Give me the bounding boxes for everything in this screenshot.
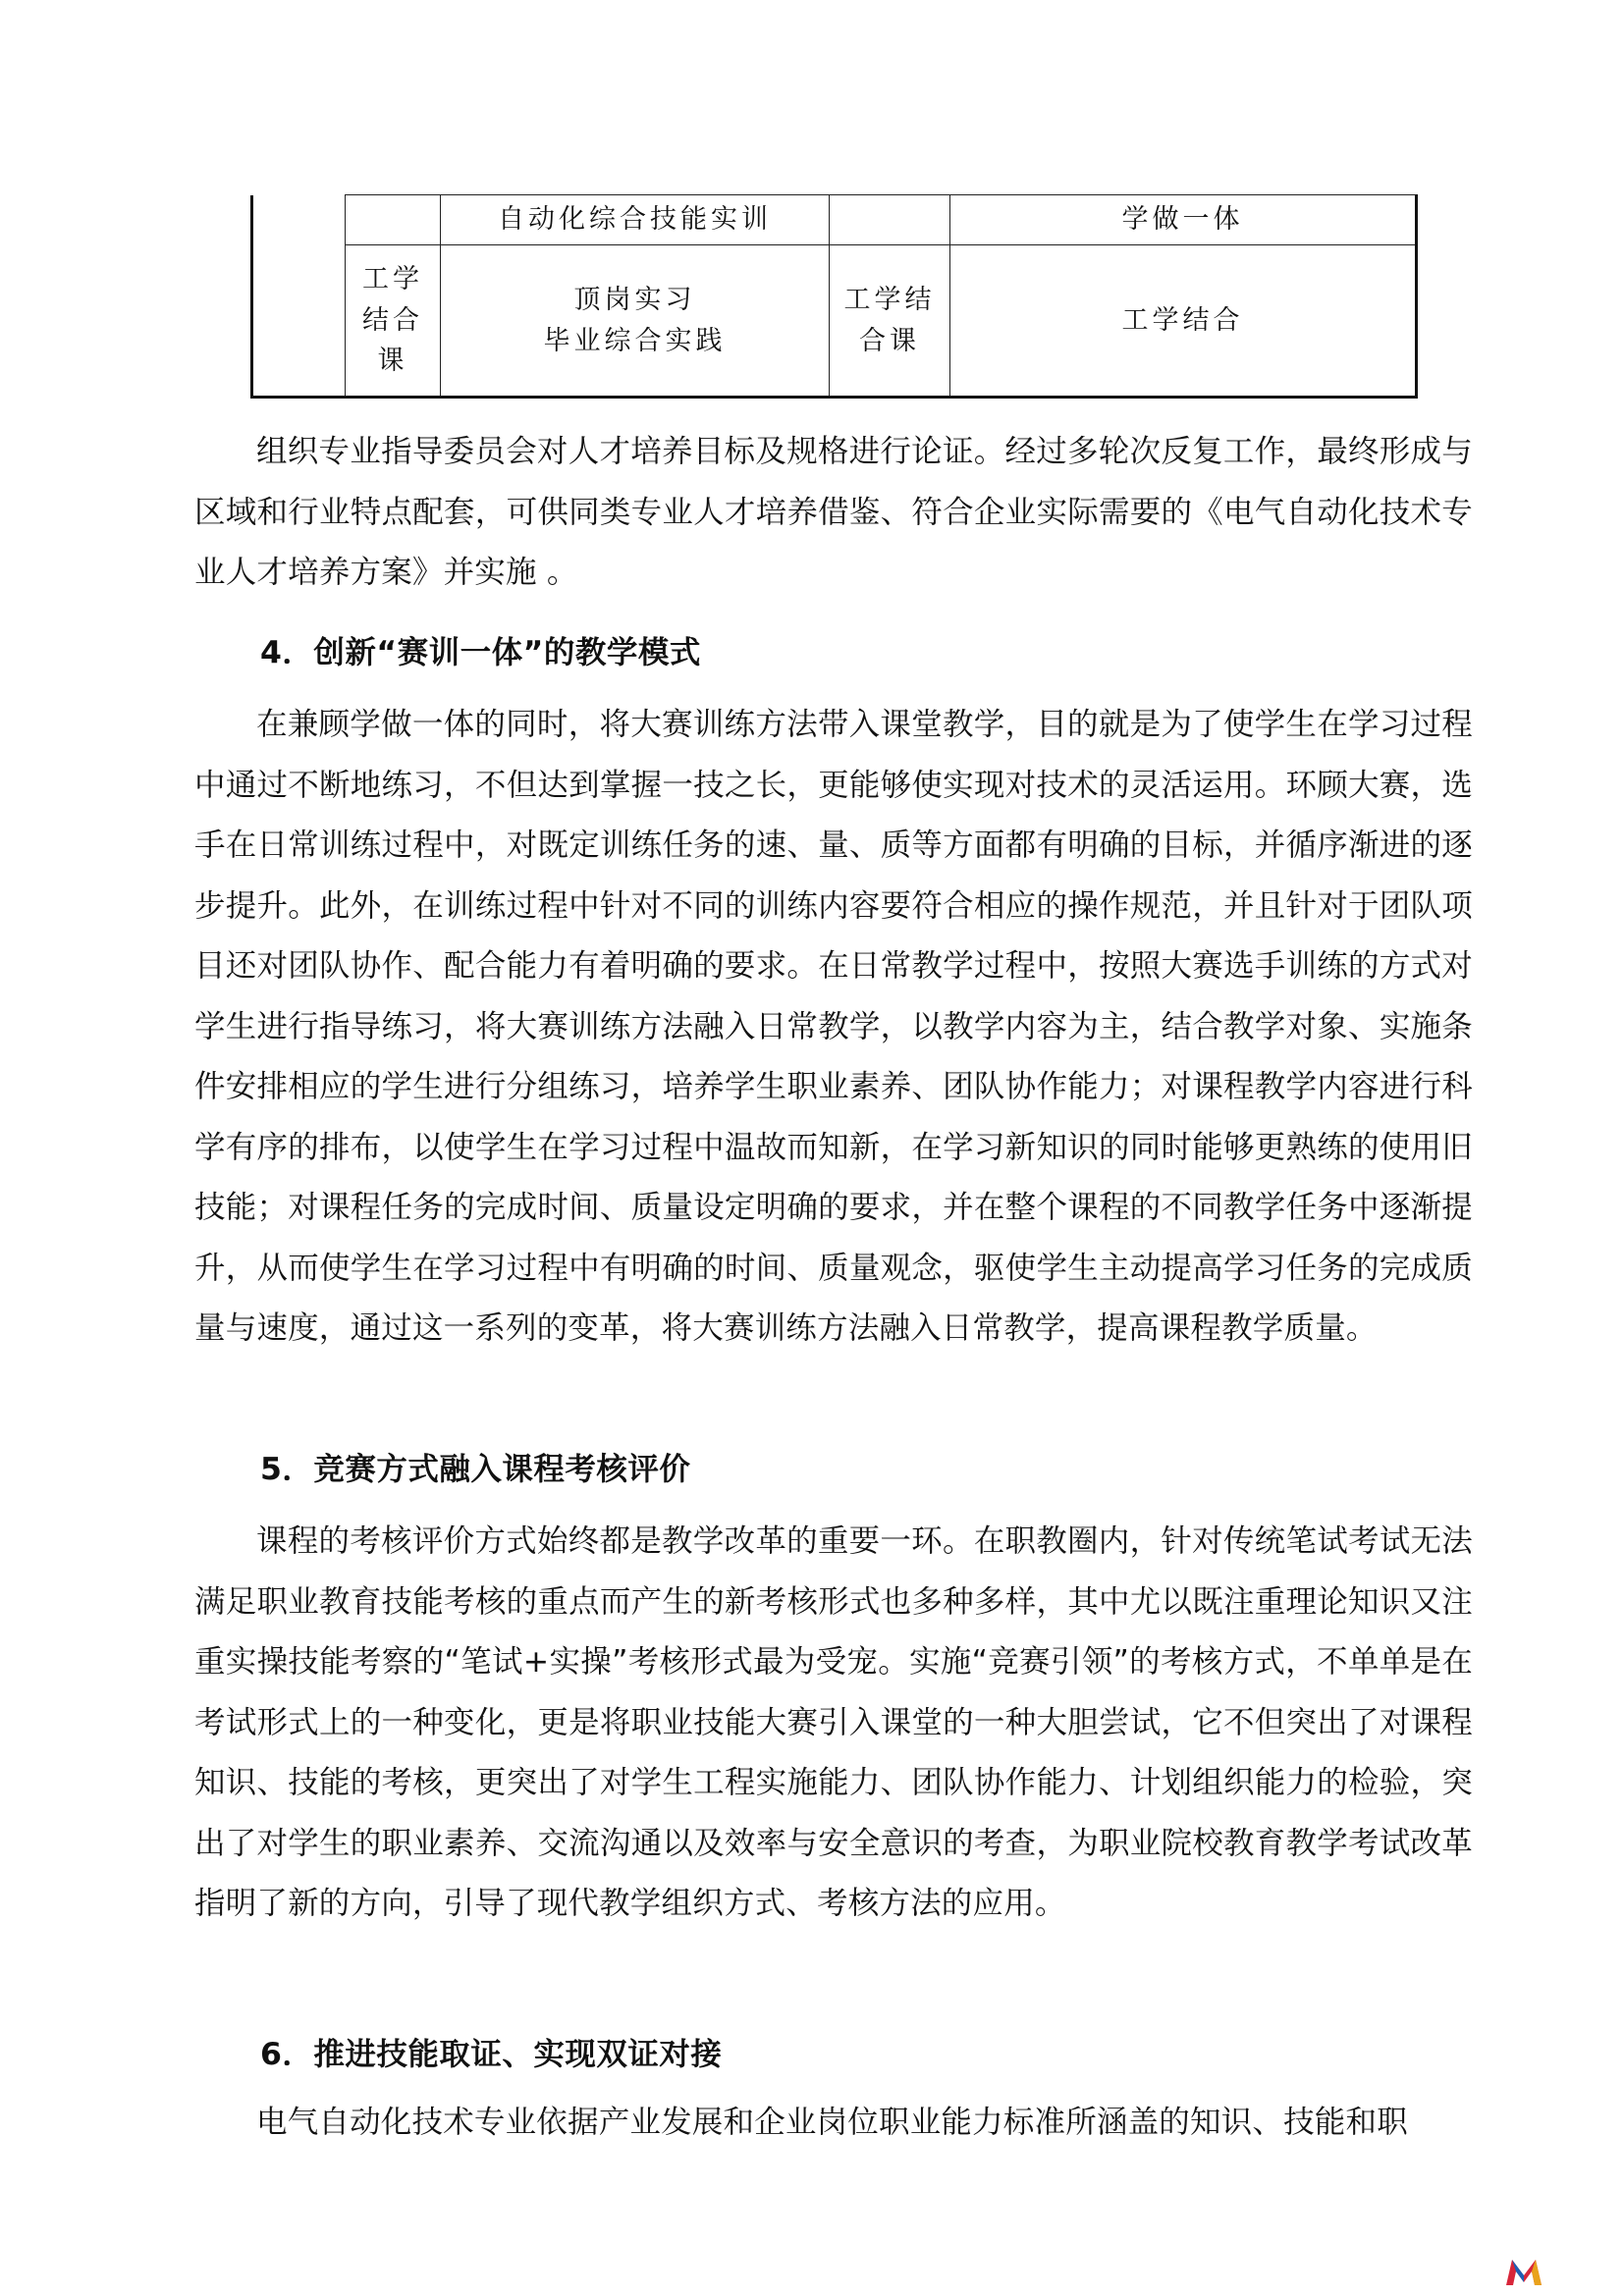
curriculum-table	[250, 194, 1418, 399]
table-cell-course: 顶岗实习 毕业综合实践	[441, 245, 830, 398]
publisher-logo-icon	[1504, 2256, 1543, 2287]
paragraph: 课程的考核评价方式始终都是教学改革的重要一环。在职教圈内，针对传统笔试考试无法满足职业教育技能考核的重点而产生的新考核形式也多种多样，其中尤以既注重理论知识又注重实操技能考察的“笔试+实操”考核形式最为受宠。实施“竞赛引领”的考核方式，不单单是在考试形式上的一种变化，更是将职业技能大赛引入课堂的一种大胆尝试，它不但突出了对课程知识、技能的考核，更突出了对学生工程实施能力、团队协作能力、计划组织能力的检验，突出了对学生的职业素养、交流沟通以及效率与安全意识的考查，为职业院校教育教学考试改革指明了新的方向，引导了现代教学组织方式、考核方法的应用。	[194, 1523, 1473, 1921]
table-row	[252, 245, 1417, 398]
table-cell-method: 工学结合	[950, 245, 1417, 398]
section-heading: 5．竞赛方式融入课程考核评价	[260, 1452, 691, 1487]
table-cell-empty	[252, 195, 346, 398]
table-cell-empty	[830, 195, 950, 245]
table-cell-empty	[346, 195, 441, 245]
table-cell-type: 工学结 合课	[830, 245, 950, 398]
section-heading: 4．创新“赛训一体”的教学模式	[260, 635, 701, 670]
paragraph: 在兼顾学做一体的同时，将大赛训练方法带入课堂教学，目的就是为了使学生在学习过程中通过不断地练习，不但达到掌握一技之长，更能够使实现对技术的灵活运用。环顾大赛，选手在日常训练过程中，对既定训练任务的速、量、质等方面都有明确的目标，并循序渐进的逐步提升。此外，在训练过程中针对不同的训练内容要符合相应的操作规范，并且针对于团队项目还对团队协作、配合能力有着明确的要求。在日常教学过程中，按照大赛选手训练的方式对学生进行指导练习，将大赛训练方法融入日常教学，以教学内容为主，结合教学对象、实施条件安排相应的学生进行分组练习，培养学生职业素养、团队协作能力；对课程教学内容进行科学有序的排布，以使学生在学习过程中温故而知新，在学习新知识的同时能够更熟练的使用旧技能；对课程任务的完成时间、质量设定明确的要求，并在整个课程的不同教学任务中逐渐提升，从而使学生在学习过程中有明确的时间、质量观念，驱使学生主动提高学习任务的完成质量与速度，通过这一系列的变革，将大赛训练方法融入日常教学，提高课程教学质量。	[194, 707, 1473, 1346]
table-cell-category: 工学 结合 课	[346, 245, 441, 398]
section-heading: 6．推进技能取证、实现双证对接	[260, 2037, 723, 2072]
table-cell-method: 学做一体	[950, 195, 1417, 245]
table-row	[252, 195, 1417, 245]
paragraph: 组织专业指导委员会对人才培养目标及规格进行论证。经过多轮次反复工作，最终形成与区域和行业特点配套，可供同类专业人才培养借鉴、符合企业实际需要的《电气自动化技术专业人才培养方案》并实施 。	[194, 434, 1473, 590]
paragraph: 电气自动化技术专业依据产业发展和企业岗位职业能力标准所涵盖的知识、技能和职	[256, 2105, 1408, 2140]
table-cell-course: 自动化综合技能实训	[441, 195, 830, 245]
